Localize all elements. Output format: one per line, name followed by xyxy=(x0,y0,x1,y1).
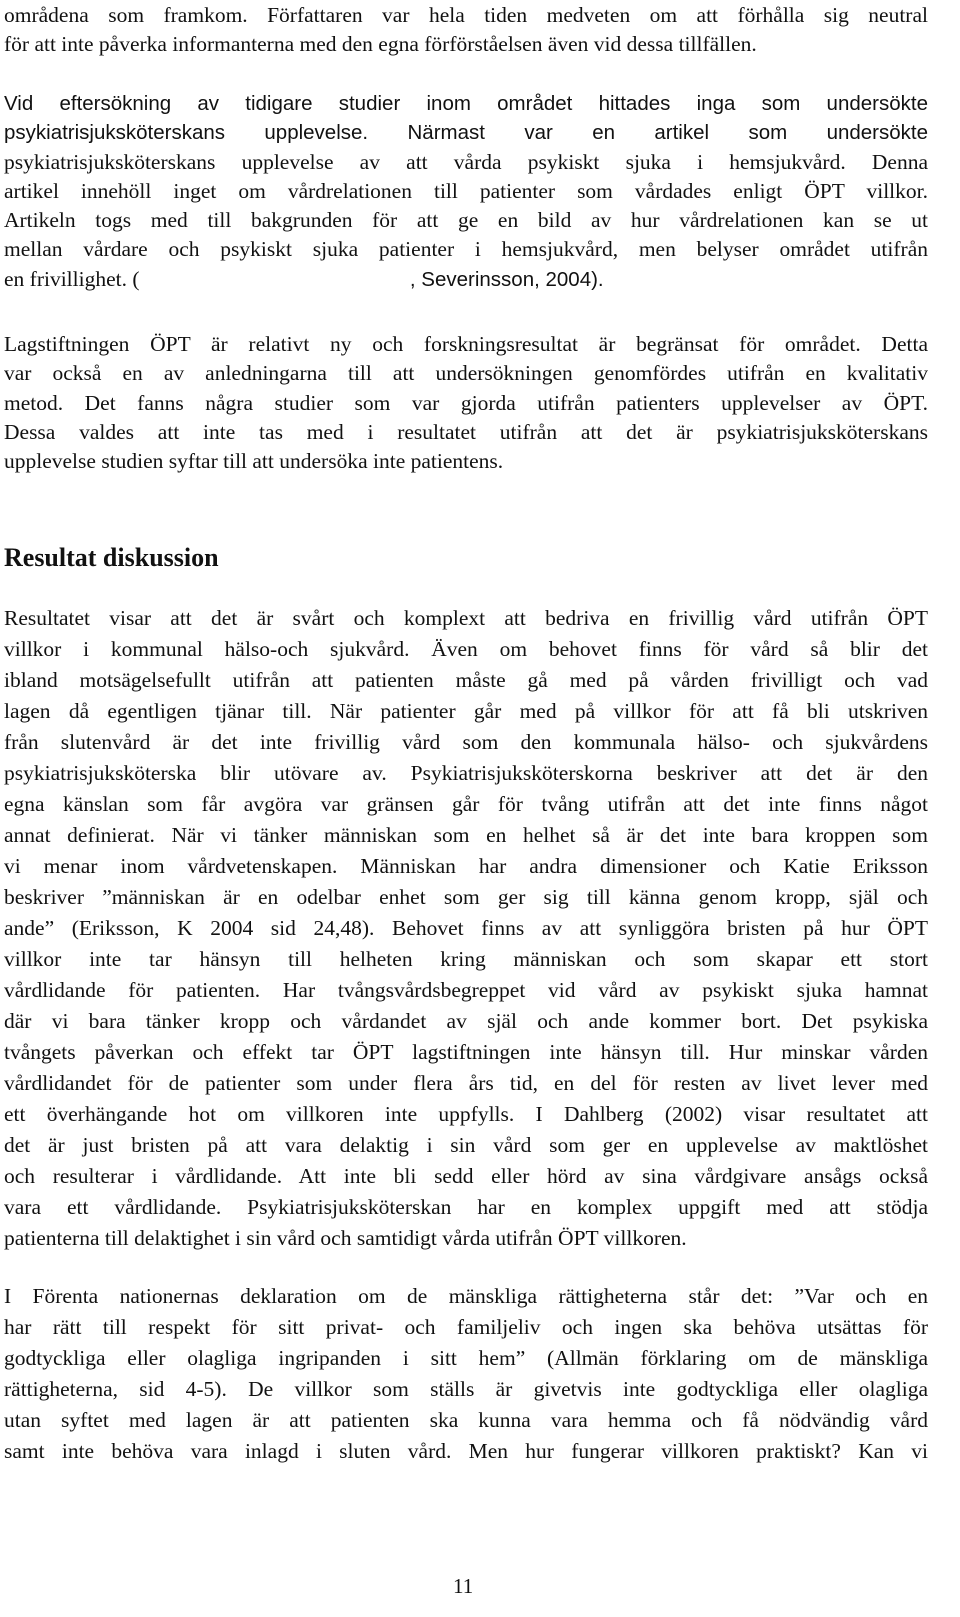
text-line: lagen då egentligen tjänar till. När patienter går med på villkor för att få bli utskriven xyxy=(4,699,928,723)
text-line: godtyckliga eller olagliga ingripanden i sitt hem” (Allmän förklaring om de mänskliga xyxy=(4,1346,928,1370)
text-line: vi menar inom vårdvetenskapen. Människan har andra dimensioner och Katie Eriksson xyxy=(4,854,928,878)
text-line: villkor inte tar hänsyn till helheten kring människan och som skapar ett stort xyxy=(4,947,928,971)
text-line: det är just bristen på att vara delaktig i sin vård som ger en upplevelse av maktlöshet xyxy=(4,1133,928,1157)
text-line: psykiatrisjuksköterskans upplevelse. Närmast var en artikel som undersökte xyxy=(4,121,928,144)
text-line: psykiatrisjuksköterskans upplevelse av att vårda psykiskt sjuka i hemsjukvård. Denna xyxy=(4,150,928,174)
text-line: där vi bara tänker kropp och vårdandet av själ och ande kommer bort. Det psykiska xyxy=(4,1009,928,1033)
text-line: ett överhängande hot om villkoren inte uppfylls. I Dahlberg (2002) visar resultatet att xyxy=(4,1102,928,1126)
text-line: mellan vårdare och psykiskt sjuka patienter i hemsjukvård, men belyser området utifrån xyxy=(4,237,928,261)
text-line: samt inte behöva vara inlagd i sluten vård. Men hur fungerar villkoren praktiskt? Kan vi xyxy=(4,1439,928,1463)
text-line: Artikeln togs med till bakgrunden för att ge en bild av hur vårdrelationen kan se ut xyxy=(4,208,928,232)
text-fragment: en frivillighet. ( xyxy=(4,267,140,291)
text-line: vårdlidande för patienten. Har tvångsvårdsbegreppet vid vård av psykiskt sjuka hamnat xyxy=(4,978,928,1002)
text-line: annat definierat. När vi tänker människan som en helhet så är det inte bara kroppen som xyxy=(4,823,928,847)
reference-citation: , Severinsson, 2004). xyxy=(409,268,604,291)
text-line: vara ett vårdlidande. Psykiatrisjuksköterskan har en komplex uppgift med att stödja xyxy=(4,1195,928,1219)
text-line: ibland motsägelsefullt utifrån att patienten måste gå med på vården frivilligt och vad xyxy=(4,668,928,692)
text-line: artikel innehöll inget om vårdrelationen till patienter som vårdades enligt ÖPT villkor. xyxy=(4,179,928,203)
text-line: tvångets påverkan och effekt tar ÖPT lagstiftningen inte hänsyn till. Hur minskar vården xyxy=(4,1040,928,1064)
text-line: ande” (Eriksson, K 2004 sid 24,48). Behovet finns av att synliggöra bristen på hur ÖPT xyxy=(4,916,928,940)
text-line: och resulterar i vårdlidande. Att inte bli sedd eller hörd av sina vårdgivare ansågs också xyxy=(4,1164,928,1188)
section-heading: Resultat diskussion xyxy=(4,543,219,572)
text-line: Vid eftersökning av tidigare studier inom området hittades inga som undersökte xyxy=(4,92,928,115)
text-line xyxy=(4,264,604,295)
text-line: Dessa valdes att inte tas med i resultatet utifrån att det är psykiatrisjuksköterskans xyxy=(4,420,928,444)
page-number: 11 xyxy=(453,1574,474,1598)
text-line: villkor i kommunal hälso-och sjukvård. Även om behovet finns för vård så blir det xyxy=(4,637,928,661)
text-line: egna känslan som får avgöra var gränsen går för tvång utifrån att det inte finns något xyxy=(4,792,928,816)
text-line: I Förenta nationernas deklaration om de mänskliga rättigheterna står det: ”Var och en xyxy=(4,1284,928,1308)
text-line: från slutenvård är det inte frivillig vård som den kommunala hälso- och sjukvårdens xyxy=(4,730,928,754)
text-line: Lagstiftningen ÖPT är relativt ny och forskningsresultat är begränsat för området. Detta xyxy=(4,332,928,356)
text-line: har rätt till respekt för sitt privat- och familjeliv och ingen ska behöva utsättas för xyxy=(4,1315,928,1339)
text-line: rättigheterna, sid 4-5). De villkor som ställs är givetvis inte godtyckliga eller olagliga xyxy=(4,1377,928,1401)
text-line: Resultatet visar att det är svårt och komplext att bedriva en frivillig vård utifrån ÖPT xyxy=(4,606,928,630)
text-line: var också en av anledningarna till att undersökningen genomfördes utifrån en kvalitativ xyxy=(4,361,928,385)
text-line: utan syftet med lagen är att patienten ska kunna vara hemma och få nödvändig vård xyxy=(4,1408,928,1432)
text-line: upplevelse studien syftar till att undersöka inte patientens. xyxy=(4,449,504,473)
text-line: vårdlidandet för de patienter som under flera års tid, en del för resten av livet lever med xyxy=(4,1071,928,1095)
text-line: beskriver ”människan är en odelbar enhet som ger sig till känna genom kropp, själ och xyxy=(4,885,928,909)
text-line: patienterna till delaktighet i sin vård och samtidigt vårda utifrån ÖPT villkoren. xyxy=(4,1226,687,1250)
text-line: för att inte påverka informanterna med den egna förförståelsen även vid dessa tillfällen. xyxy=(4,32,757,56)
text-line: metod. Det fanns några studier som var gjorda utifrån patienters upplevelser av ÖPT. xyxy=(4,391,928,415)
text-line: psykiatrisjuksköterska blir utövare av. Psykiatrisjuksköterskorna beskriver att det är den xyxy=(4,761,928,785)
text-line: områdena som framkom. Författaren var hela tiden medveten om att förhålla sig neutral xyxy=(4,3,928,27)
